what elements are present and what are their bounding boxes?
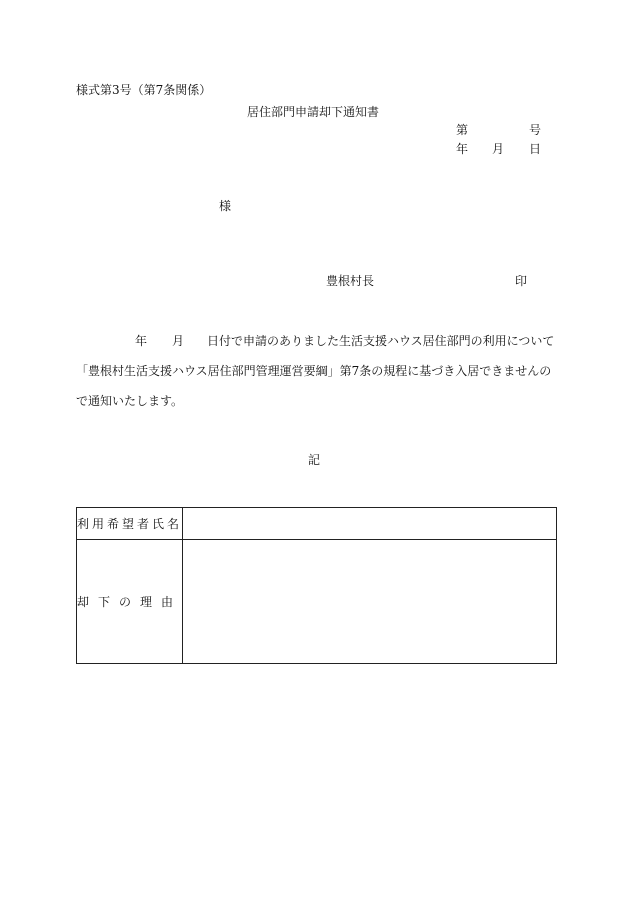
date-month: 月 [492,142,505,156]
body-year: 年 [135,334,148,348]
date-year: 年 [456,142,469,156]
rejection-reason-label-cell [77,540,183,664]
addressee-honorific: 様 [219,199,232,213]
rejection-reason-label: 却下の理由 [77,595,183,609]
details-table [76,507,557,664]
applicant-name-field[interactable] [183,508,557,540]
seal-mark: 印 [515,274,528,288]
document-number-suffix: 号 [529,123,542,137]
note-heading: 記 [308,453,321,467]
form-number: 様式第3号（第7条関係） [76,83,212,97]
applicant-name-label-cell [77,508,183,540]
body-line-1-text: 日付で申請のありました生活支援ハウス居住部門の利用について [207,334,555,348]
table-row [77,540,557,664]
issuer-name: 豊根村長 [326,274,375,288]
document-number-prefix: 第 [456,123,469,137]
document-title: 居住部門申請却下通知書 [247,105,380,119]
body-month: 月 [172,334,185,348]
table-row [77,508,557,540]
applicant-name-label: 利用希望者氏名 [77,517,183,531]
date-day: 日 [529,142,542,156]
rejection-reason-field[interactable] [183,540,557,664]
body-line-3: で通知いたします。 [76,394,184,408]
body-line-2: 「豊根村生活支援ハウス居住部門管理運営要綱」第7条の規程に基づき入居できませんの [76,364,552,378]
